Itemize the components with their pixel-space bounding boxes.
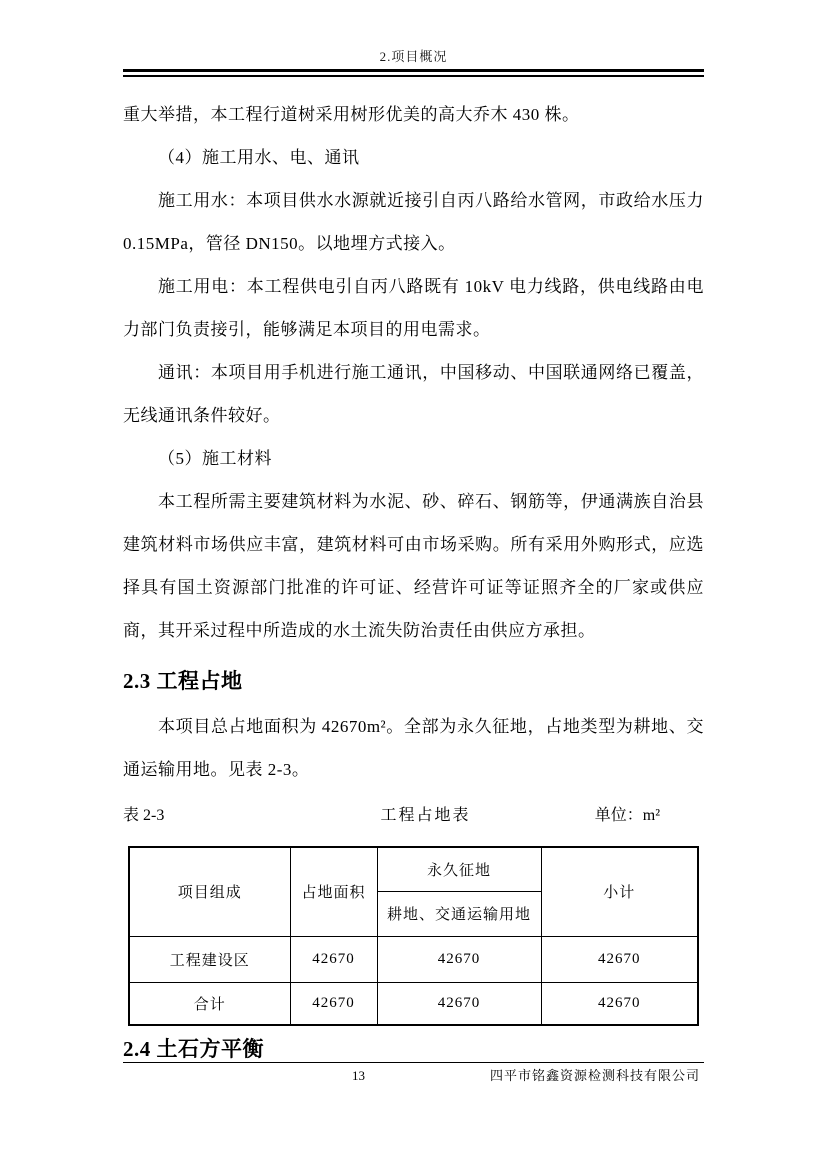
table-row <box>129 936 698 982</box>
document-body <box>123 93 704 1066</box>
paragraph-continuation: 重大举措，本工程行道树采用树形优美的高大乔木 430 株。 <box>123 105 580 124</box>
row-construction-area-area: 42670 <box>290 936 377 982</box>
running-header-title: 2.项目概况 <box>379 49 448 64</box>
table-caption-label: 表 2-3 <box>123 807 165 824</box>
paragraph-construction-water: 施工用水：本项目供水水源就近接引自丙八路给水管网，市政给水压力0.15MPa，管径 DN150。以地埋方式接入。 <box>123 191 704 253</box>
land-occupation-table <box>128 846 699 1026</box>
footer-rule <box>123 1062 704 1063</box>
paragraph-construction-materials: 本工程所需主要建筑材料为水泥、砂、碎石、钢筋等，伊通满族自治县建筑材料市场供应丰富，建筑材料可由市场采购。所有采用外购形式，应选择具有国土资源部门批准的许可证、经营许可证等证照齐全的厂家或供应商，其开采过程中所造成的水土流失防治责任由供应方承担。 <box>123 492 704 640</box>
page-content <box>123 0 704 1169</box>
row-total-permanent: 42670 <box>377 982 541 1025</box>
table-header-project-composition: 项目组成 <box>129 847 290 936</box>
paragraph-item-5-title: （5）施工材料 <box>158 449 272 468</box>
paragraph-construction-power: 施工用电：本工程供电引自丙八路既有 10kV 电力线路，供电线路由电力部门负责接引，能够满足本项目的用电需求。 <box>123 277 704 339</box>
table-caption-row <box>123 798 704 834</box>
row-total-subtotal: 42670 <box>541 982 698 1025</box>
paragraph-land-occupation: 本项目总占地面积为 42670m²。全部为永久征地，占地类型为耕地、交通运输用地。见表 2-3。 <box>123 717 704 779</box>
table-header-subtotal: 小计 <box>541 847 698 936</box>
row-total-name: 合计 <box>129 982 290 1025</box>
table-caption-unit: 单位：m² <box>594 807 660 824</box>
table-header-land-area: 占地面积 <box>290 847 377 936</box>
row-construction-area-subtotal: 42670 <box>541 936 698 982</box>
paragraph-item-4-title: （4）施工用水、电、通讯 <box>158 148 360 167</box>
table-row <box>129 982 698 1025</box>
page-footer <box>123 1066 704 1086</box>
footer-company-name: 四平市铭鑫资源检测科技有限公司 <box>489 1068 700 1083</box>
paragraph-communication: 通讯：本项目用手机进行施工通讯，中国移动、中国联通网络已覆盖，无线通讯条件较好。 <box>123 363 704 425</box>
page-number: 13 <box>352 1068 365 1083</box>
row-total-area: 42670 <box>290 982 377 1025</box>
section-heading-2-4: 2.4 土石方平衡 <box>123 1037 264 1061</box>
table-header-cultivated-transport-land: 耕地、交通运输用地 <box>377 891 541 936</box>
header-double-rule <box>123 69 704 77</box>
section-heading-2-3: 2.3 工程占地 <box>123 669 243 693</box>
row-construction-area-name: 工程建设区 <box>129 936 290 982</box>
table-header-permanent-acquisition: 永久征地 <box>377 847 541 891</box>
table-caption-title: 工程占地表 <box>380 807 471 824</box>
row-construction-area-permanent: 42670 <box>377 936 541 982</box>
